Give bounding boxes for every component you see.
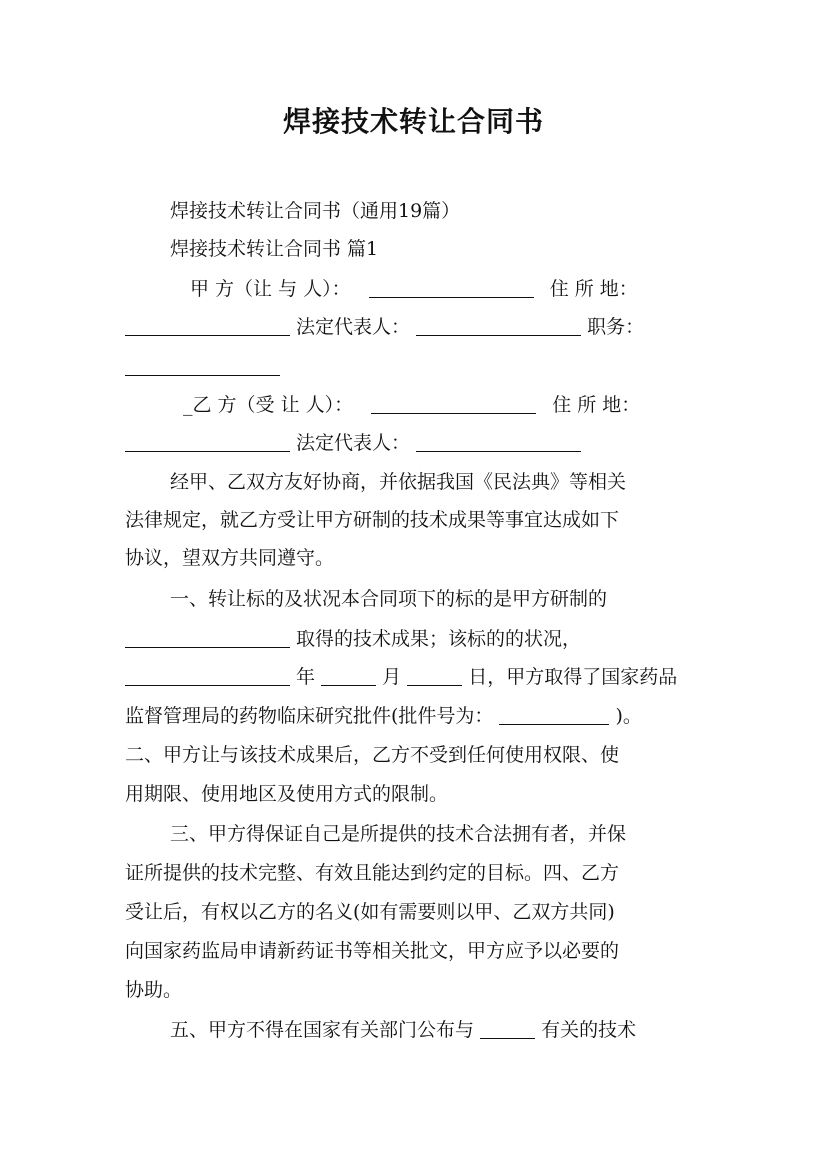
month-blank [321, 684, 376, 686]
approval-line [125, 707, 642, 726]
party-a-label: 甲 方（让 与 人）： [190, 278, 351, 300]
subject-blank [125, 646, 290, 648]
month-label: 月 [382, 666, 402, 688]
party-a-line [190, 280, 700, 299]
clause-5-line [170, 1021, 636, 1040]
clause-2-line: 用期限、使用地区及使用方式的限制。 [125, 783, 449, 805]
party-b-address-blank [125, 450, 290, 452]
party-a-title-line [125, 358, 280, 377]
clause-5-text-end: 有关的技术 [541, 1019, 637, 1041]
approval-text: 监督管理局的药物临床研究批件(批件号为： [125, 705, 494, 727]
party-a-rep-blank [416, 334, 581, 336]
date-line [125, 668, 677, 687]
party-b-label: _乙 方（受 让 人）： [183, 394, 354, 416]
clause-5-blank [480, 1037, 535, 1039]
party-a-rep-line [125, 318, 644, 337]
document-title: 焊接技术转让合同书 [282, 105, 544, 138]
party-b-name-blank [371, 412, 536, 414]
status-blank [125, 684, 290, 686]
clause-4-line: 向国家药监局申请新药证书等相关批文，甲方应予以必要的 [125, 940, 620, 962]
party-a-address-blank [125, 334, 290, 336]
clause-3-line: 证所提供的技术完整、有效且能达到约定的目标。四、乙方 [125, 862, 620, 884]
approval-close: )。 [615, 705, 642, 727]
clause-4-line: 受让后，有权以乙方的名义(如有需要则以甲、乙双方共同) [125, 901, 615, 923]
day-blank [407, 684, 462, 686]
party-a-name-blank [369, 296, 534, 298]
party-b-rep-label: 法定代表人： [296, 432, 411, 454]
day-label: 日，甲方取得了国家药品 [468, 666, 678, 688]
clause-2-line: 二、甲方让与该技术成果后，乙方不受到任何使用权限、使 [125, 744, 620, 766]
party-a-rep-label: 法定代表人： [296, 316, 411, 338]
clause-4-line: 协助。 [125, 979, 183, 1001]
clause-5-text: 五、甲方不得在国家有关部门公布与 [170, 1019, 475, 1041]
party-b-rep-blank [416, 450, 581, 452]
subtitle-line: 焊接技术转让合同书（通用19篇） [170, 200, 461, 222]
clause-1-line [125, 630, 581, 649]
paragraph-line: 协议，望双方共同遵守。 [125, 547, 335, 569]
party-a-title-label: 职务： [587, 316, 645, 338]
section-heading: 焊接技术转让合同书 篇1 [170, 238, 379, 260]
approval-number-blank [499, 723, 609, 725]
party-b-rep-line [125, 434, 581, 453]
paragraph-line: 法律规定，就乙方受让甲方研制的技术成果等事宜达成如下 [125, 509, 620, 531]
clause-1-line: 一、转让标的及状况本合同项下的标的是甲方研制的 [170, 588, 608, 610]
party-a-title-blank [125, 374, 280, 376]
year-label: 年 [296, 666, 316, 688]
paragraph-line: 经甲、乙双方友好协商，并依据我国《民法典》等相关 [170, 471, 627, 493]
party-a-address-label: 住 所 地： [549, 278, 638, 300]
party-b-line [183, 396, 640, 415]
clause-1-text: 取得的技术成果；该标的的状况， [296, 628, 582, 650]
party-b-address-label: 住 所 地： [552, 394, 641, 416]
clause-3-line: 三、甲方得保证自己是所提供的技术合法拥有者，并保 [170, 823, 627, 845]
